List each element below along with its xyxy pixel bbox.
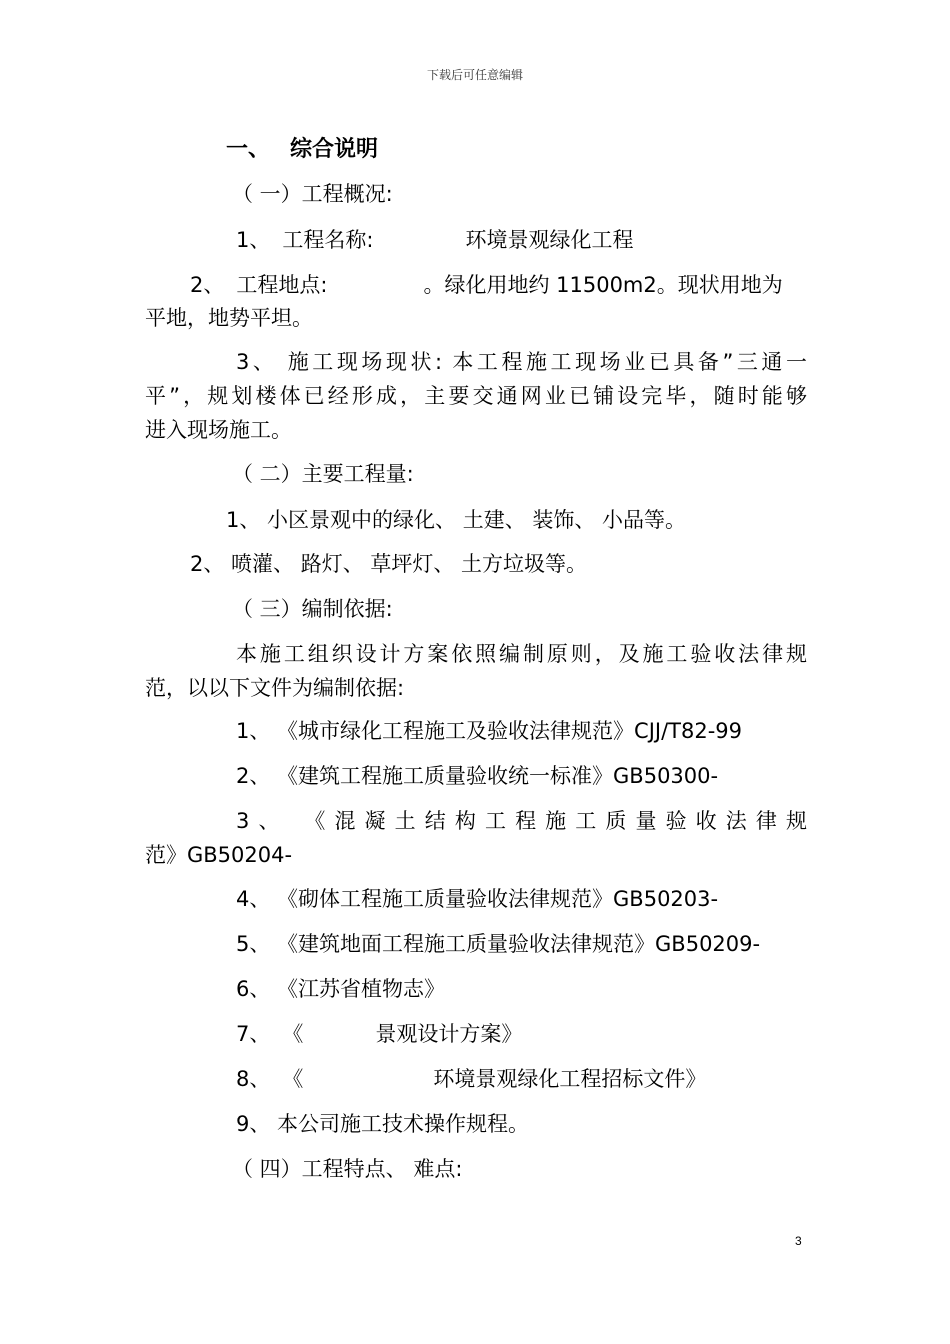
item-number: 7、 — [236, 1022, 271, 1046]
basis-item-8-text: 环境景观绿化工程招标文件》 — [433, 1067, 707, 1091]
project-name-value: 环境景观绿化工程 — [465, 228, 634, 252]
basis-item-6: 6、 《江苏省植物志》 — [236, 977, 446, 1001]
subsection-title-1: （ 一）工程概况: — [232, 182, 393, 206]
project-location-label: 工程地点: — [236, 273, 328, 297]
section-number: 一、 — [226, 137, 271, 162]
page-number: 3 — [795, 1234, 802, 1248]
basis-item-1: 1、 《城市绿化工程施工及验收法律规范》CJJ/T82-99 — [236, 719, 743, 743]
project-name-label: 工程名称: — [282, 228, 374, 252]
basis-item-8: 8、 《 环境景观绿化工程招标文件》 — [236, 1067, 707, 1091]
project-name-line — [236, 226, 633, 254]
project-location-value: 。绿化用地约 11500m2。现状用地为 — [423, 273, 783, 297]
quantity-item-1: 1、 小区景观中的绿化、 土建、 装饰、 小品等。 — [226, 508, 687, 532]
basis-item-3-cont: 范》GB50204- — [145, 843, 293, 867]
subsection-title-2: （ 二）主要工程量: — [232, 462, 414, 486]
basis-item-5: 5、 《建筑地面工程施工质量验收法律规范》GB50209- — [236, 932, 761, 956]
quantity-item-2: 2、 喷灌、 路灯、 草坪灯、 土方垃圾等。 — [190, 552, 588, 576]
section-title: 综合说明 — [290, 137, 379, 162]
page-header: 下载后可任意编辑 — [426, 68, 523, 82]
project-location-line — [190, 271, 783, 299]
basis-intro-line-2: 范，以以下文件为编制依据: — [145, 676, 405, 700]
project-location-line-2: 平地，地势平坦。 — [145, 306, 313, 330]
basis-item-7: 7、 《 景观设计方案》 — [236, 1022, 523, 1046]
site-status-line-1: 3、 施工现场现状: 本工程施工现场业已具备”三通一 — [236, 350, 807, 374]
subsection-title-3: （ 三）编制依据: — [232, 597, 393, 621]
basis-item-7-text: 景观设计方案》 — [375, 1022, 523, 1046]
basis-item-4: 4、 《砌体工程施工质量验收法律规范》GB50203- — [236, 887, 719, 911]
basis-item-9: 9、 本公司施工技术操作规程。 — [236, 1112, 530, 1136]
site-status-line-3: 进入现场施工。 — [145, 418, 292, 442]
basis-item-2: 2、 《建筑工程施工质量验收统一标准》GB50300- — [236, 764, 719, 788]
site-status-line-2: 平”，规划楼体已经形成，主要交通网业已铺设完毕，随时能够 — [145, 384, 807, 408]
basis-item-3: 3、 《混凝土结构工程施工质量验收法律规 — [236, 809, 807, 833]
basis-intro-line-1: 本施工组织设计方案依照编制原则，及施工验收法律规 — [236, 642, 807, 666]
section-heading — [226, 136, 378, 164]
item-number: 1、 — [236, 228, 271, 252]
item-number: 8、 — [236, 1067, 271, 1091]
subsection-title-4: （ 四）工程特点、 难点: — [232, 1157, 463, 1181]
item-number: 2、 — [190, 273, 225, 297]
